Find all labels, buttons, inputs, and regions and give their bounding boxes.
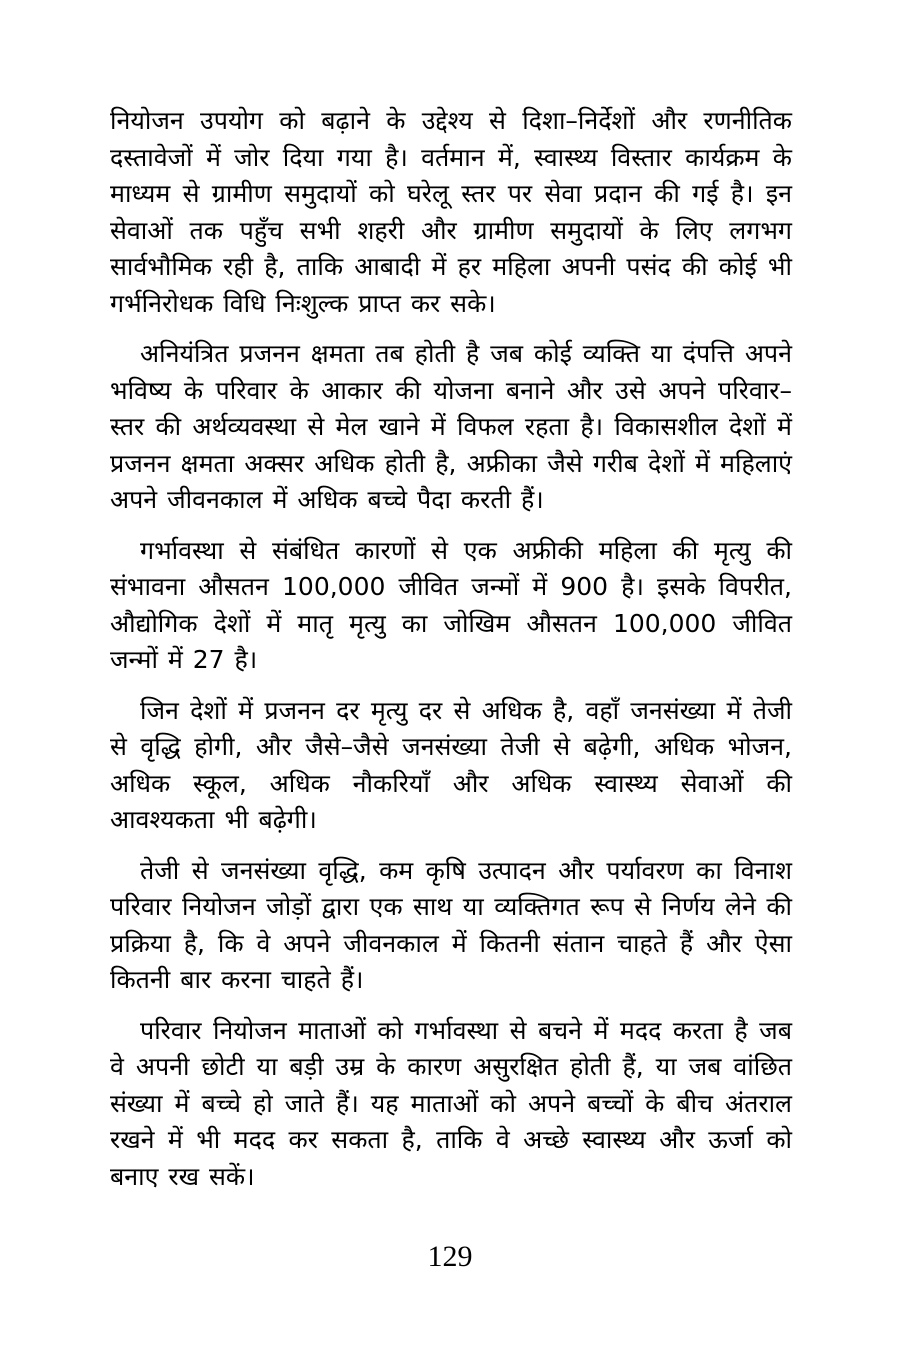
paragraph-3: गर्भावस्था से संबंधित कारणों से एक अफ्रीकी महिला की मृत्यु की संभावना औसतन 100,000 जीवित जन्मों में 900 है। इसके विपरीत, औद्योगिक देशों में मातृ मृत्यु का जोखिम औसतन 100,000 जीवित जन्मों में 27 है। [110,535,792,674]
paragraph-5: तेजी से जनसंख्या वृद्धि, कम कृषि उत्पादन और पर्यावरण का विनाश परिवार नियोजन जोड़ों द्वारा एक साथ या व्यक्तिगत रूप से निर्णय लेने की प्रक्रिया है, कि वे अपने जीवनकाल में कितनी संतान चाहते हैं और ऐसा कितनी बार करना चाहते हैं। [110,855,792,994]
paragraph-1: नियोजन उपयोग को बढ़ाने के उद्देश्य से दिशा–निर्देशों और रणनीतिक दस्तावेजों में जोर दिया गया है। वर्तमान में, स्वास्थ्य विस्तार कार्यक्रम के माध्यम से ग्रामीण समुदायों को घरेलू स्तर पर सेवा प्रदान की गई है। इन सेवाओं तक पहुँच सभी शहरी और ग्रामीण समुदायों के लिए लगभग सार्वभौमिक रही है, ताकि आबादी में हर महिला अपनी पसंद की कोई भी गर्भनिरोधक विधि निःशुल्क प्राप्त कर सके। [110,106,792,318]
paragraph-6: परिवार नियोजन माताओं को गर्भावस्था से बचने में मदद करता है जब वे अपनी छोटी या बड़ी उम्र के कारण असुरक्षित होती हैं, या जब वांछित संख्या में बच्चे हो जाते हैं। यह माताओं को अपने बच्चों के बीच अंतराल रखने में भी मदद कर सकता है, ताकि वे अच्छे स्वास्थ्य और ऊर्जा को बनाए रख सकें। [110,1015,792,1191]
body-text [110,103,792,1209]
page-number: 129 [427,1240,473,1273]
paragraph-4: जिन देशों में प्रजनन दर मृत्यु दर से अधिक है, वहाँ जनसंख्या में तेजी से वृद्धि होगी, और जैसे–जैसे जनसंख्या तेजी से बढ़ेगी, अधिक भोजन, अधिक स्कूल, अधिक नौकरियाँ और अधिक स्वास्थ्य सेवाओं की आवश्यकता भी बढ़ेगी। [110,695,792,834]
paragraph-2: अनियंत्रित प्रजनन क्षमता तब होती है जब कोई व्यक्ति या दंपत्ति अपने भविष्य के परिवार के आकार की योजना बनाने और उसे अपने परिवार–स्तर की अर्थव्यवस्था से मेल खाने में विफल रहता है। विकासशील देशों में प्रजनन क्षमता अक्सर अधिक होती है, अफ्रीका जैसे गरीब देशों में महिलाएं अपने जीवनकाल में अधिक बच्चे पैदा करती हैं। [110,339,792,514]
